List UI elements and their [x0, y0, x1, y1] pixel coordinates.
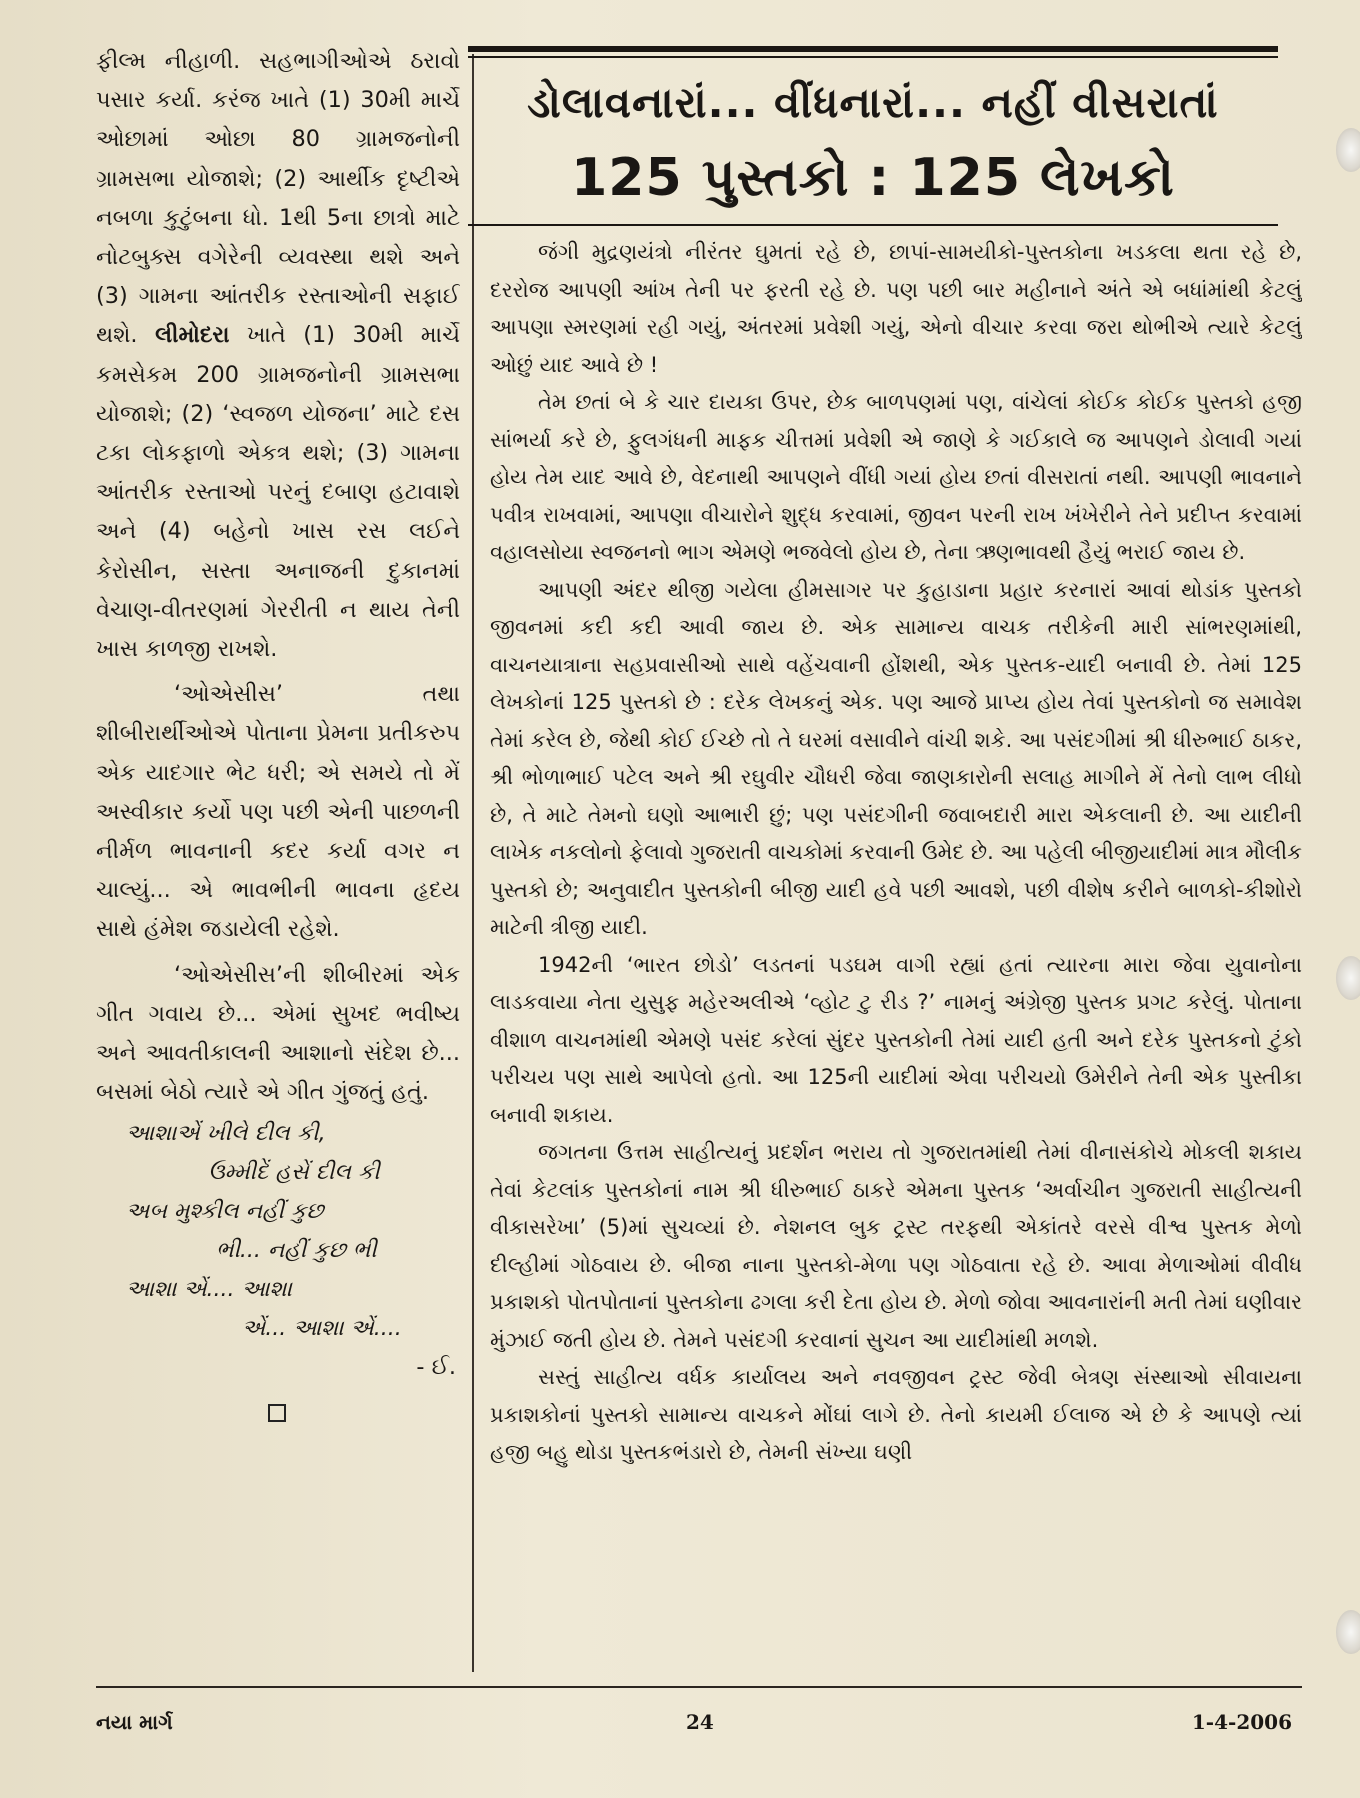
article-title-box — [468, 46, 1278, 231]
binder-hole — [1336, 1610, 1360, 1654]
song-line: ભી... નહીં કુછ ભી — [216, 1238, 377, 1264]
left-column — [96, 42, 460, 1682]
article-title-line-2: 125 પુસ્તકો : 125 લેખકો — [571, 148, 1175, 208]
song-lyrics — [96, 1114, 460, 1348]
publication-name: નયા માર્ગ — [96, 1710, 173, 1734]
song-line: એં... આશા એં.... — [242, 1316, 402, 1342]
title-bottom-rule — [468, 224, 1278, 226]
article-paragraph: જંગી મુદ્રણયંત્રો નીરંતર ઘુમતાં રહે છે, છાપાં-સામયીકો-પુસ્તકોના ખડકલા થતા રહે છે, દરરોજ આપણી આંખ તેની પર ફરતી રહે છે. પણ પછી બાર મહીનાને અંતે એ બધાંમાંથી કેટલું આપણા સ્મરણમાં રહી ગયું, અંતરમાં પ્રવેશી ગયું, એનો વીચાર કરવા જરા થોભીએ ત્યારે કેટલું ઓછું યાદ આવે છે ! — [490, 240, 1302, 377]
column-divider — [472, 54, 474, 1672]
left-paragraph-2: ‘ઓએસીસ’ તથા શીબીરાર્થીઓએ પોતાના પ્રેમના પ્રતીકરુપ એક યાદગાર ભેટ ધરી; એ સમયે તો મેં અસ્વીકાર કર્યો પણ પછી એની પાછળની નીર્મળ ભાવનાની કદર કર્યા વગર ન ચાલ્યું... એ ભાવભીની ભાવના હૃદય સાથે હંમેશ જડાયેલી રહેશે. — [96, 681, 460, 943]
title-top-rule-thin — [468, 56, 1278, 58]
article-paragraph: આપણી અંદર થીજી ગયેલા હીમસાગર પર કુહાડાના પ્રહાર કરનારાં આવાં થોડાંક પુસ્તકો જીવનમાં કદી કદી આવી જાય છે. એક સામાન્ય વાચક તરીકેની મારી સાંભરણમાંથી, વાચનયાત્રાના સહપ્રવાસીઓ સાથે વહેંચવાની હોંશથી, એક પુસ્તક-યાદી બનાવી છે. તેમાં 125 લેખકોનાં 125 પુસ્તકો છે : દરેક લેખકનું એક. પણ આજે પ્રાપ્ય હોય તેવાં પુસ્તકોનો જ સમાવેશ તેમાં કરેલ છે, જેથી કોઈ ઈચ્છે તો તે ઘરમાં વસાવીને વાંચી શકે. આ પસંદગીમાં શ્રી ધીરુભાઈ ઠાકર, શ્રી ભોળાભાઈ પટેલ અને શ્રી રઘુવીર ચૌધરી જેવા જાણકારોની સલાહ માગીને મેં તેનો લાભ લીધો છે, તે માટે તેમનો ઘણો આભારી છું; પણ પસંદગીની જવાબદારી મારા એકલાની છે. આ યાદીની લાખેક નકલોનો ફેલાવો ગુજરાતી વાચકોમાં કરવાની ઉમેદ છે. આ પહેલી બીજીયાદીમાં માત્ર મૌલીક પુસ્તકો છે; અનુવાદીત પુસ્તકોની બીજી યાદી હવે પછી આવશે, પછી વીશેષ કરીને બાળકો-કીશોરો માટેની ત્રીજી યાદી. — [490, 577, 1302, 939]
song-line: ઉમ્મીદેં હસેં દીલ કી — [208, 1160, 380, 1186]
song-line: અબ મુશ્કીલ નહીં કુછ — [126, 1199, 324, 1225]
article-paragraph: તેમ છતાં બે કે ચાર દાયકા ઉપર, છેક બાળપણમાં પણ, વાંચેલાં કોઈક કોઈક પુસ્તકો હજી સાંભર્યા કરે છે, ફુલગંધની માફક ચીત્તમાં પ્રવેશી એ જાણે કે ગઈકાલે જ આપણને ડોલાવી ગયાં હોય તેમ યાદ આવે છે, વેદનાથી આપણને વીંધી ગયાં હોય છતાં વીસરાતાં નથી. આપણી ભાવનાને પવીત્ર રાખવામાં, આપણા વીચારોને શુદ્ધ કરવામાં, જીવન પરની રાખ ખંખેરીને તેને પ્રદીપ્ત કરવામાં વહાલસોયા સ્વજનનો ભાગ એમણે ભજવેલો હોય છે, તેના ઋણભાવથી હૈયું ભરાઈ જાય છે. — [490, 390, 1302, 564]
end-of-article-mark — [268, 1404, 286, 1422]
binder-hole — [1336, 128, 1360, 172]
page-number: 24 — [686, 1710, 714, 1734]
signature: - ઈ. — [416, 1354, 456, 1381]
song-line: આશા એં.... આશા — [126, 1277, 292, 1303]
binder-hole — [1336, 956, 1360, 1000]
article-paragraph: જગતના ઉત્તમ સાહીત્યનું પ્રદર્શન ભરાય તો ગુજરાતમાંથી તેમાં વીનાસંકોચે મોકલી શકાય તેવાં કેટલાંક પુસ્તકોનાં નામ શ્રી ધીરુભાઈ ઠાકરે એમના પુસ્તક ‘અર્વાચીન ગુજરાતી સાહીત્યની વીકાસરેખા’ (5)માં સુચવ્યાં છે. નેશનલ બુક ટ્રસ્ટ તરફથી એકાંતરે વરસે વીશ્વ પુસ્તક મેળો દીલ્હીમાં ગોઠવાય છે. બીજા નાના પુસ્તકો-મેળા પણ ગોઠવાતા રહે છે. આવા મેળાઓમાં વીવીધ પ્રકાશકો પોતપોતાનાં પુસ્તકોના ઢગલા કરી દેતા હોય છે. મેળો જોવા આવનારાંની મતી તેમાં ઘણીવાર મુંઝાઈ જતી હોય છે. તેમને પસંદગી કરવાનાં સુચન આ યાદીમાંથી મળશે. — [490, 1140, 1302, 1352]
song-line: આશાએં ખીલે દીલ કી, — [126, 1121, 326, 1147]
issue-date: 1-4-2006 — [1191, 1710, 1292, 1734]
left-paragraph-3: ‘ઓએસીસ’ની શીબીરમાં એક ગીત ગવાય છે... એમાં સુખદ ભવીષ્ય અને આવતીકાલની આશાનો સંદેશ છે... બસમાં બેઠો ત્યારે એ ગીત ગુંજતું હતું. — [96, 961, 460, 1106]
left-paragraph-1: ફીલ્મ નીહાળી. સહભાગીઓએ ઠરાવો પસાર કર્યા. કરંજ ખાતે (1) 30મી માર્ચે ઓછામાં ઓછા 80 ગ્રામજનોની ગ્રામસભા યોજાશે; (2) આર્થીક દૃષ્ટીએ નબળા કુટુંબના ધો. 1થી 5ના છાત્રો માટે નોટબુક્સ વગેરેની વ્યવસ્થા થશે અને (3) ગામના આંતરીક રસ્તાઓની સફાઈ થશે. લીમોદરા ખાતે (1) 30મી માર્ચે કમસેકમ 200 ગ્રામજનોની ગ્રામસભા યોજાશે; (2) ‘સ્વજળ યોજના’ માટે દસ ટકા લોકફાળો એકત્ર થશે; (3) ગામના આંતરીક રસ્તાઓ પરનું દબાણ હટાવાશે અને (4) બહેનો ખાસ રસ લઈને કેરોસીન, સસ્તા અનાજની દુકાનમાં વેચાણ-વીતરણમાં ગેરરીતી ન થાય તેની ખાસ કાળજી રાખશે. — [96, 48, 460, 663]
village-name-bold: લીમોદરા — [155, 322, 230, 349]
footer-rule — [96, 1686, 1302, 1688]
article-body — [490, 234, 1302, 1684]
article-paragraph: 1942ની ‘ભારત છોડો’ લડતનાં પડઘમ વાગી રહ્યાં હતાં ત્યારના મારા જેવા યુવાનોના લાડકવાયા નેતા યુસુફ મહેરઅલીએ ‘વ્હોટ ટુ રીડ ?’ નામનું અંગ્રેજી પુસ્તક પ્રગટ કરેલું. પોતાના વીશાળ વાચનમાંથી એમણે પસંદ કરેલાં સુંદર પુસ્તકોની તેમાં યાદી હતી અને દરેક પુસ્તકનો ટુંકો પરીચય પણ સાથે આપેલો હતો. આ 125ની યાદીમાં એવા પરીચયો ઉમેરીને તેની એક પુસ્તીકા બનાવી શકાય. — [490, 952, 1302, 1127]
article-title-line-1: ડોલાવનારાં... વીંધનારાં... નહીં વીસરાતાં — [527, 78, 1219, 127]
title-top-rule — [468, 46, 1278, 52]
article-paragraph: સસ્તું સાહીત્ય વર્ધક કાર્યાલય અને નવજીવન ટ્રસ્ટ જેવી બેત્રણ સંસ્થાઓ સીવાયના પ્રકાશકોનાં પુસ્તકો સામાન્ય વાચકને મોંઘાં લાગે છે. તેનો કાયમી ઈલાજ એ છે કે આપણે ત્યાં હજી બહુ થોડા પુસ્તકભંડારો છે, તેમની સંખ્યા ઘણી — [490, 1365, 1302, 1464]
